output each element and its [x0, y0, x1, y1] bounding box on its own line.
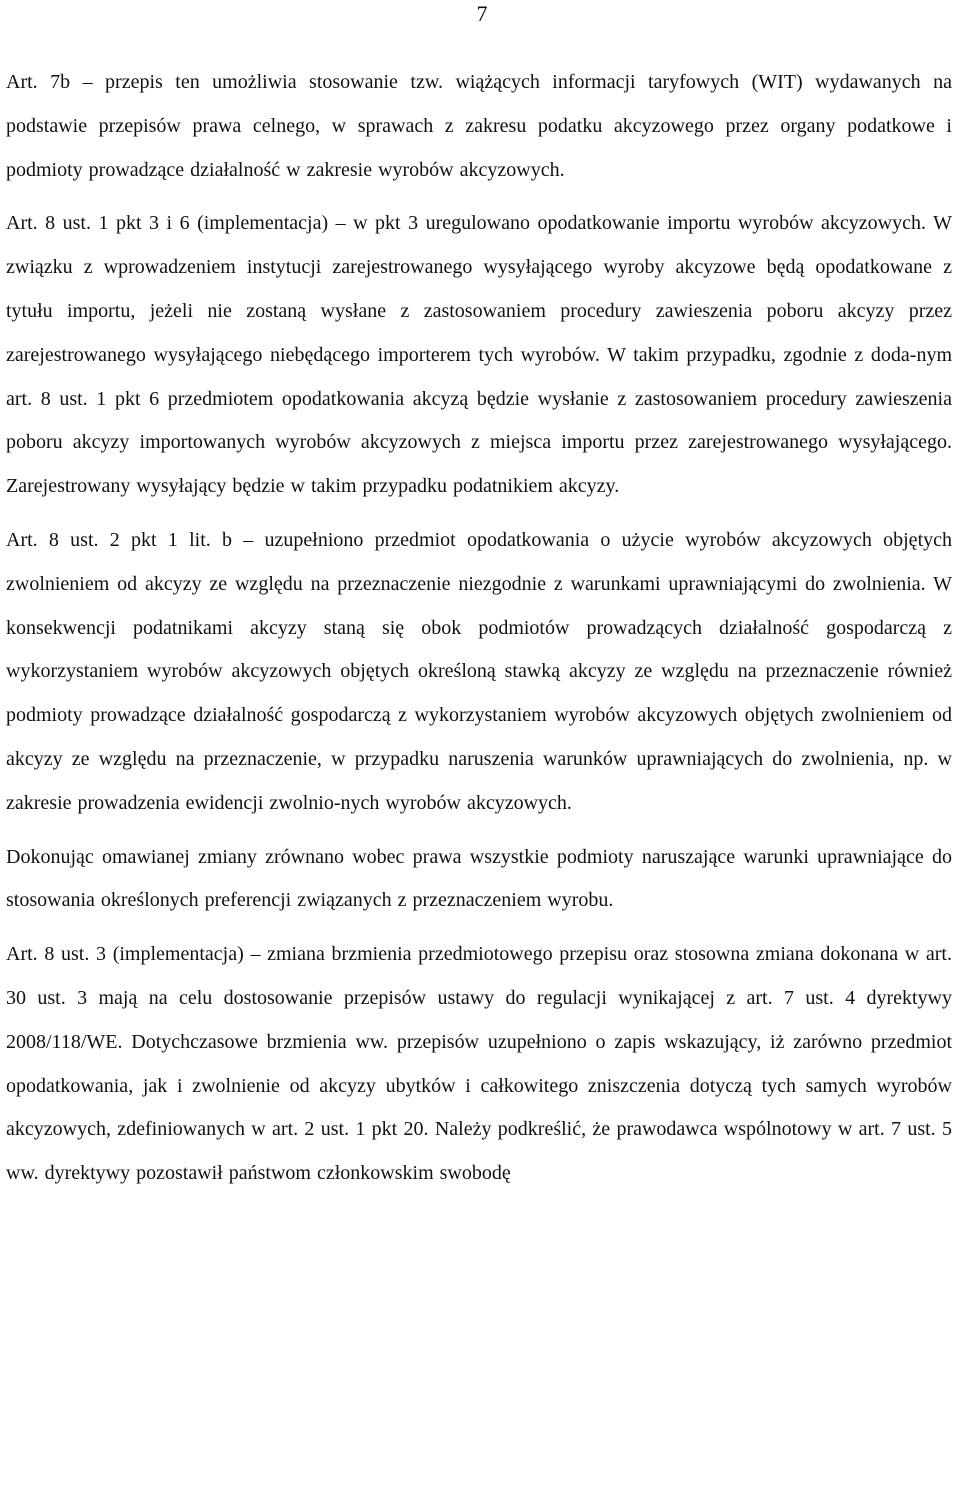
paragraph-zrownanie: Dokonując omawianej zmiany zrównano wobec prawa wszystkie podmioty naruszające warunki uprawniające do stosowania określonych preferencji związanych z przeznaczeniem wyrobu. — [6, 845, 952, 912]
document-body — [6, 61, 952, 1206]
paragraph-art-8-ust-1: Art. 8 ust. 1 pkt 3 i 6 (implementacja) – w pkt 3 uregulowano opodatkowanie importu wyrobów akcyzowych. W związku z wprowadzeniem instytucji zarejestrowanego wysyłającego wyroby akcyzowe będą opodatkowane z tytułu importu, jeżeli nie zostaną wysłane z zastosowaniem procedury zawieszenia poboru akcyzy przez zarejestrowanego wysyłającego niebędącego importerem tych wyrobów. W takim przypadku, zgodnie z doda-nym art. 8 ust. 1 pkt 6 przedmiotem opodatkowania akcyzą będzie wysłanie z zastosowaniem procedury zawieszenia poboru akcyzy importowanych wyrobów akcyzowych z miejsca importu przez zarejestrowanego wysyłającego. Zarejestrowany wysyłający będzie w takim przypadku podatnikiem akcyzy. — [6, 212, 952, 498]
paragraph-art-7b: Art. 7b – przepis ten umożliwia stosowanie tzw. wiążących informacji taryfowych (WIT) wydawanych na podstawie przepisów prawa celnego, w sprawach z zakresu podatku akcyzowego przez organy podatkowe i podmioty prowadzące działalność w zakresie wyrobów akcyzowych. — [6, 71, 952, 181]
page-number: 7 — [476, 1, 488, 26]
paragraph-art-8-ust-3: Art. 8 ust. 3 (implementacja) – zmiana brzmienia przedmiotowego przepisu oraz stosowna zmiana dokonana w art. 30 ust. 3 mają na celu dostosowanie przepisów ustawy do regulacji wynikającej z art. 7 ust. 4 dyrektywy 2008/118/WE. Dotychczasowe brzmienia ww. przepisów uzupełniono o zapis wskazujący, iż zarówno przedmiot opodatkowania, jak i zwolnienie od akcyzy ubytków i całkowitego zniszczenia dotyczą tych samych wyrobów akcyzowych, zdefiniowanych w art. 2 ust. 1 pkt 20. Należy podkreślić, że prawodawca wspólnotowy w art. 7 ust. 5 ww. dyrektywy pozostawił państwom członkowskim swobodę — [6, 943, 952, 1185]
paragraph-art-8-ust-2: Art. 8 ust. 2 pkt 1 lit. b – uzupełniono przedmiot opodatkowania o użycie wyrobów akcyzowych objętych zwolnieniem od akcyzy ze względu na przeznaczenie niezgodnie z warunkami uprawniającymi do zwolnienia. W konsekwencji podatnikami akcyzy staną się obok podmiotów prowadzących działalność gospodarczą z wykorzystaniem wyrobów akcyzowych objętych określoną stawką akcyzy ze względu na przeznaczenie również podmioty prowadzące działalność gospodarczą z wykorzystaniem wyrobów akcyzowych objętych zwolnieniem od akcyzy ze względu na przeznaczenie, w przypadku naruszenia warunków uprawniających do zwolnienia, np. w zakresie prowadzenia ewidencji zwolnio-nych wyrobów akcyzowych. — [6, 528, 952, 814]
